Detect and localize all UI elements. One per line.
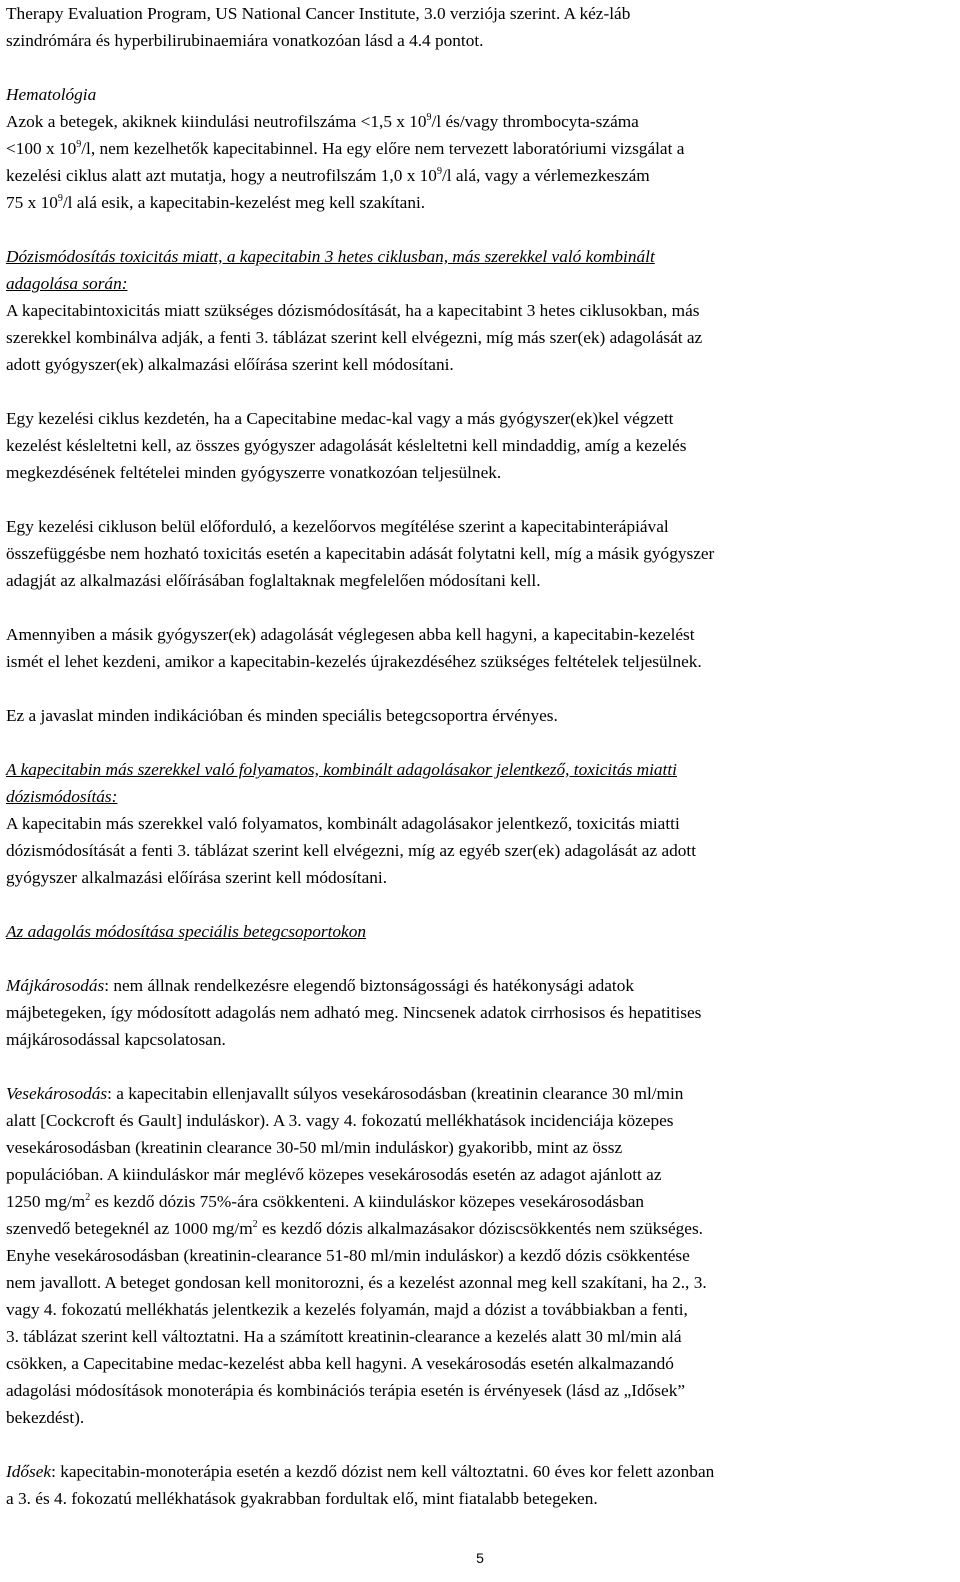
paragraph-line: A kapecitabintoxicitás miatt szükséges dózismódosítását, ha a kapecitabint 3 hetes ciklusokban, más: [6, 301, 700, 320]
superscript: 2: [85, 1192, 91, 1203]
document-page: [6, 0, 958, 1512]
intro-line: Therapy Evaluation Program, US National Cancer Institute, 3.0 verziója szerint. A kéz-láb: [6, 4, 631, 23]
spacer: [6, 54, 958, 81]
hematology-line: [6, 135, 958, 162]
text: es kezdő dózis alkalmazásakor dóziscsökkentés nem szükséges.: [257, 1219, 703, 1238]
section-heading-hematology: Hematológia: [6, 85, 97, 104]
paragraph-line: adagját az alkalmazási előírásában foglaltaknak megfelelően módosítani kell.: [6, 571, 541, 590]
paragraph-line: adagolási módosítások monoterápia és kombinációs terápia esetén is érvényesek (lásd az „Idősek”: [6, 1381, 686, 1400]
hematology-line: [6, 189, 958, 216]
paragraph-line: 3. táblázat szerint kell változtatni. Ha a számított kreatinin-clearance a kezelés alatt 30 ml/min alá: [6, 1327, 682, 1346]
text: : kapecitabin-monoterápia esetén a kezdő dózist nem kell változtatni. 60 éves kor felett azonban: [51, 1462, 715, 1481]
text: 75 x 10: [6, 193, 58, 212]
term-liver: Májkárosodás: [6, 976, 105, 995]
paragraph-line: ismét el lehet kezdeni, amikor a kapecitabin-kezelés újrakezdéséhez szükséges feltételek teljesülnek.: [6, 652, 702, 671]
text: /l alá esik, a kapecitabin-kezelést meg kell szakítani.: [62, 193, 426, 212]
section-heading-combination-3-week: adagolása során:: [6, 274, 128, 293]
paragraph-line: alatt [Cockcroft és Gault] induláskor). A 3. vagy 4. fokozatú mellékhatások incidenciája közepes: [6, 1111, 674, 1130]
spacer: [6, 675, 958, 702]
text: szenvedő betegeknél az 1000 mg/m: [6, 1219, 253, 1238]
paragraph-line: [6, 1080, 958, 1107]
text: /l alá, vagy a vérlemezkeszám: [441, 166, 650, 185]
text: <100 x 10: [6, 139, 77, 158]
hematology-line: [6, 108, 958, 135]
superscript: 2: [252, 1219, 258, 1230]
section-heading-continuous-combination: dózismódosítás:: [6, 787, 118, 806]
intro-line: szindrómára és hyperbilirubinaemiára vonatkozóan lásd a 4.4 pontot.: [6, 31, 484, 50]
spacer: [6, 1431, 958, 1458]
paragraph-line: összefüggésbe nem hozható toxicitás esetén a kapecitabin adását folytatni kell, míg a másik gyógyszer: [6, 544, 715, 563]
text: /l, nem kezelhetők kapecitabinnel. Ha egy előre nem tervezett laboratóriumi vizsgálat a: [81, 139, 685, 158]
paragraph-line: dózismódosítását a fenti 3. táblázat szerint kell elvégezni, míg az egyéb szer(ek) adagolását az adott: [6, 841, 697, 860]
paragraph-line: kezelést késleltetni kell, az összes gyógyszer adagolását késleltetni kell mindaddig, amíg a kezelés: [6, 436, 687, 455]
term-kidney: Vesekárosodás: [6, 1084, 108, 1103]
paragraph-line: gyógyszer alkalmazási előírása szerint kell módosítani.: [6, 868, 388, 887]
paragraph-line: nem javallott. A beteget gondosan kell monitorozni, és a kezelést azonnal meg kell szakítani, ha 2., 3.: [6, 1273, 707, 1292]
paragraph-line: májbetegeken, így módosított adagolás nem adható meg. Nincsenek adatok cirrhosisos és hepatitises: [6, 1003, 702, 1022]
paragraph-line: [6, 1458, 958, 1485]
section-heading-special-populations: Az adagolás módosítása speciális betegcsoportokon: [6, 922, 367, 941]
paragraph-line: Egy kezelési ciklus kezdetén, ha a Capecitabine medac-kal vagy a más gyógyszer(ek)kel végzett: [6, 409, 674, 428]
superscript: 9: [436, 166, 442, 177]
paragraph-line: vesekárosodásban (kreatinin clearance 30-50 ml/min induláskor) gyakoribb, mint az össz: [6, 1138, 623, 1157]
paragraph-line: vagy 4. fokozatú mellékhatás jelentkezik a kezelés folyamán, majd a dózist a továbbiakban a fenti,: [6, 1300, 688, 1319]
paragraph-line: [6, 1215, 958, 1242]
paragraph-line: [6, 1188, 958, 1215]
section-heading-continuous-combination: A kapecitabin más szerekkel való folyamatos, kombinált adagolásakor jelentkező, toxicitás miatti: [6, 760, 677, 779]
spacer: [6, 945, 958, 972]
paragraph-line: Egy kezelési cikluson belül előforduló, a kezelőorvos megítélése szerint a kapecitabinterápiával: [6, 517, 669, 536]
paragraph-line: populációban. A kiinduláskor már meglévő közepes vesekárosodás esetén az adagot ajánlott az: [6, 1165, 662, 1184]
paragraph-line: Enyhe vesekárosodásban (kreatinin-clearance 51-80 ml/min induláskor) a kezdő dózis csökkentése: [6, 1246, 690, 1265]
spacer: [6, 486, 958, 513]
text: 1250 mg/m: [6, 1192, 86, 1211]
spacer: [6, 594, 958, 621]
text: : nem állnak rendelkezésre elegendő biztonságossági és hatékonysági adatok: [104, 976, 635, 995]
paragraph-line: bekezdést).: [6, 1408, 85, 1427]
paragraph-line: májkárosodással kapcsolatosan.: [6, 1030, 226, 1049]
paragraph-line: csökken, a Capecitabine medac-kezelést abba kell hagyni. A vesekárosodás esetén alkalmazandó: [6, 1354, 674, 1373]
paragraph-line: [6, 972, 958, 999]
superscript: 9: [426, 112, 432, 123]
paragraph-line: a 3. és 4. fokozatú mellékhatások gyakrabban fordultak elő, mint fiatalabb betegeken.: [6, 1489, 598, 1508]
superscript: 9: [57, 193, 63, 204]
text: kezelési ciklus alatt azt mutatja, hogy a neutrofilszám 1,0 x 10: [6, 166, 437, 185]
spacer: [6, 378, 958, 405]
term-elderly: Idősek: [6, 1462, 52, 1481]
spacer: [6, 1053, 958, 1080]
spacer: [6, 891, 958, 918]
spacer: [6, 216, 958, 243]
text: : a kapecitabin ellenjavallt súlyos vesekárosodásban (kreatinin clearance 30 ml/min: [107, 1084, 684, 1103]
hematology-line: [6, 162, 958, 189]
text: Azok a betegek, akiknek kiindulási neutrofilszáma <1,5 x 10: [6, 112, 427, 131]
paragraph-line: A kapecitabin más szerekkel való folyamatos, kombinált adagolásakor jelentkező, toxicitás miatti: [6, 814, 680, 833]
text: /l és/vagy thrombocyta-száma: [431, 112, 639, 131]
text: es kezdő dózis 75%-ára csökkenteni. A kiinduláskor közepes vesekárosodásban: [90, 1192, 645, 1211]
paragraph-line: adott gyógyszer(ek) alkalmazási előírása szerint kell módosítani.: [6, 355, 454, 374]
page-number: 5: [476, 1550, 484, 1566]
paragraph-line: Ez a javaslat minden indikációban és minden speciális betegcsoportra érvényes.: [6, 706, 558, 725]
spacer: [6, 729, 958, 756]
paragraph-line: szerekkel kombinálva adják, a fenti 3. táblázat szerint kell elvégezni, míg más szer(ek) adagolását az: [6, 328, 703, 347]
paragraph-line: Amennyiben a másik gyógyszer(ek) adagolását véglegesen abba kell hagyni, a kapecitabin-kezelést: [6, 625, 695, 644]
superscript: 9: [76, 139, 82, 150]
paragraph-line: megkezdésének feltételei minden gyógyszerre vonatkozóan teljesülnek.: [6, 463, 502, 482]
section-heading-combination-3-week: Dózismódosítás toxicitás miatt, a kapecitabin 3 hetes ciklusban, más szerekkel való kombinált: [6, 247, 655, 266]
